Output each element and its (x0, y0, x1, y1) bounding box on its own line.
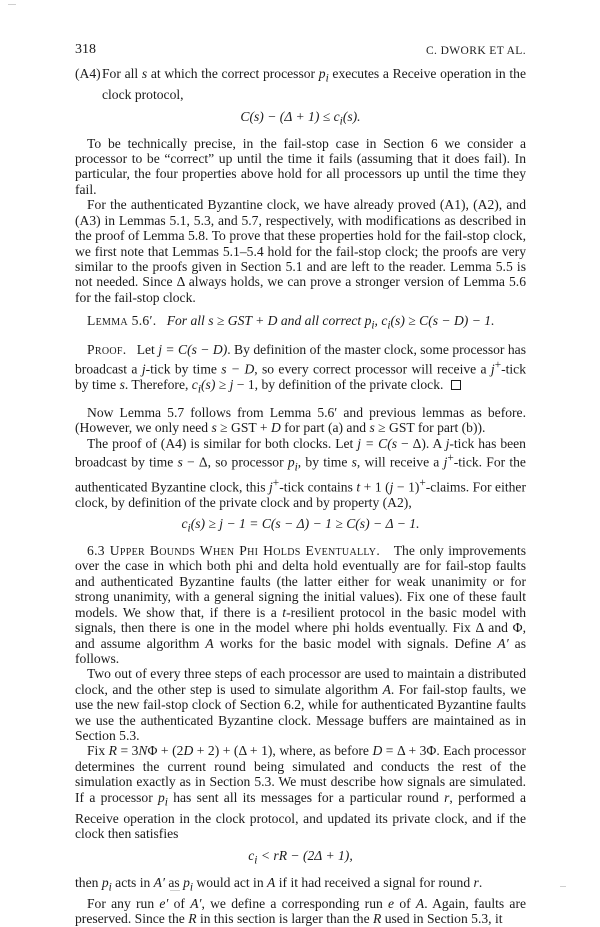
equation-signal-condition: $c_i$ < rR − (2Δ + 1), (248, 847, 353, 867)
property-label: (A4) (75, 66, 101, 81)
property-text: For all s at which the correct processor $p_i$ executes a Receive operation in the clock protocol, (102, 66, 526, 103)
paragraph: The proof of (A4) is similar for both clocks. Let j = C(s − Δ). A j-tick has been broadcast by time s − Δ, so processor $p_i$, by time s, will receive a j+-tick. For the authenticated Byzantine clock, this j+-tick contains t + 1 (j − 1)+-claims. For either clock, by definition of the private clock and by property (A2), (75, 435, 526, 510)
paragraph: For any run e′ of A′, we define a corresponding run e of A. Again, faults are preserved. Since the R in this section is larger than the R used in Section 5.3, it (75, 895, 527, 927)
scan-speck (8, 4, 16, 5)
equation-a4-proof: $c_i(s) \ge j - 1 = C(s - \Delta) - 1 \ge C(s) - \Delta - 1$. (181, 515, 420, 535)
paragraph: To be technically precise, in the fail-stop case in Section 6 we consider a processor to be “correct” up until the time it fails (assuming that it does fail). In particular, the four properties above hold for all processors up until the time they fail. (75, 135, 526, 197)
proof-label: Proof. (87, 342, 127, 358)
section-6-3-paragraph: 6.3 Upper Bounds When Phi Holds Eventually. The only improvements over the case in which both phi and delta hold eventually are for fail-stop faults and authenticated Byzantine faults (the latter either for weak unanimity or for strong unanimity, with a general signing the initial values). Fix one of these fault models. We show that, if there is a t-resilient protocol in the basic model with signals, then there is one in the model where phi holds eventually. Fix Δ and Φ, and assume algorithm A works for the basic model with signals. Define A′ as follows. (75, 543, 526, 666)
section-heading: 6.3 Upper Bounds When Phi Holds Eventually. (87, 543, 381, 559)
paragraph: Now Lemma 5.7 follows from Lemma 5.6′ and previous lemmas as before. (However, we only need s ≥ GST + D for part (a) and s ≥ GST for part (b)). (75, 404, 526, 436)
qed-box-icon (451, 380, 461, 390)
property-a4 (75, 66, 526, 103)
lemma-statement: Lemma 5.6′. For all s ≥ GST + D and all correct $p_i$, $c_i(s) \ge C(s - D) - 1$. (87, 313, 495, 332)
paper-page (75, 40, 526, 927)
scan-speck (560, 886, 566, 887)
paragraph: For the authenticated Byzantine clock, we have already proved (A1), (A2), and (A3) in Lemmas 5.1, 5.3, and 5.7, respectively, with modifications as described in the proof of Lemma 5.8. To prove that these properties hold for the fail-stop clock, we first note that Lemmas 5.1–5.4 hold for the fail-stop clock; the proofs are very similar to the proofs given in Section 5.1 and are left to the reader. Lemma 5.5 is not needed. Since Δ always holds, we can prove a stronger version of Lemma 5.6 for the fail-stop clock. (75, 197, 526, 305)
paragraph: Fix R = 3NΦ + (2D + 2) + (Δ + 1), where, as before D = Δ + 3Φ. Each processor determines the current round being simulated and conducts the rest of the simulation exactly as in Section 5.3. We must describe how signals are simulated. If a processor $p_i$ has sent all its messages for a particular round r, performed a Receive operation in the clock protocol, and updated its private clock, and if the clock then satisfies (75, 743, 527, 842)
proof: Proof. Let j = C(s − D). By definition of the master clock, some processor has broadcast a j-tick by time s − D, so every correct processor will receive a j+-tick by time s. Therefore, $c_i(s) \ge j - 1$, by definition of the private clock. (75, 342, 526, 396)
page-header (75, 42, 526, 62)
running-head: C. DWORK ET AL. (425, 45, 526, 57)
page-number: 318 (75, 42, 96, 57)
paragraph: Two out of every three steps of each processor are used to maintain a distributed clock, and the other step is used to simulate algorithm A. For fail-stop faults, we use the new fail-stop clock of Section 6.2, while for authenticated Byzantine faults we use the authenticated Byzantine clock. Message buffers are maintained as in Section 5.3. (75, 666, 526, 743)
lemma-label: Lemma 5.6′. (87, 313, 157, 329)
paragraph: then $p_i$ acts in A′ as $p_i$ would act in A if it had received a signal for round r. (75, 874, 483, 894)
equation-a4: $C(s) - (\Delta + 1) \le c_i(s)$. (240, 108, 361, 128)
